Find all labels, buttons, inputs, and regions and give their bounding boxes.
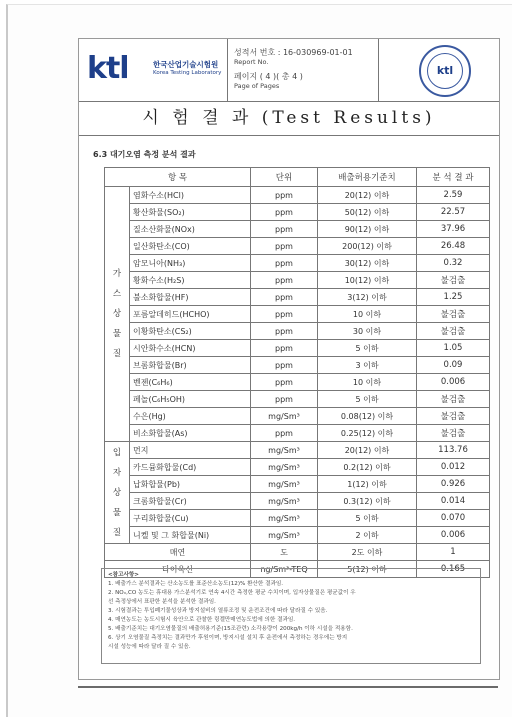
notes-lines xyxy=(108,580,474,652)
standard-cell: 20(12) 이하 xyxy=(318,187,417,204)
item-name: 비소화합물(As) xyxy=(130,425,251,442)
standard-cell: 3(12) 이하 xyxy=(318,289,417,306)
item-name: 카드뮴화합물(Cd) xyxy=(130,459,251,476)
unit-cell: ppm xyxy=(251,272,318,289)
table-row xyxy=(105,204,490,221)
note-line: 6. 상기 오염물질 측정치는 결과만가 후원이며, 방지시설 설치 후 운전에서 측정하는 경우에는 방지 xyxy=(108,635,348,641)
group-char: 상 xyxy=(112,309,122,319)
unit-cell: ng/Sm³-TEQ xyxy=(251,561,318,578)
unit-cell: ppm xyxy=(251,255,318,272)
group-label xyxy=(105,187,130,442)
report-no-label: 성적서 번호 : xyxy=(234,48,281,57)
note-line: 1. 배출가스 분석결과는 산소농도를 표준산소농도(12)% 환산한 결과임. xyxy=(108,581,284,587)
standard-cell: 5 이하 xyxy=(318,391,417,408)
group-char: 입 xyxy=(112,447,122,458)
unit-cell: 도 xyxy=(251,544,318,561)
group-char: 가 xyxy=(112,269,122,279)
result-cell: 0.014 xyxy=(417,493,490,510)
item-name: 브롬화합물(Br) xyxy=(130,357,251,374)
result-cell: 불검출 xyxy=(417,425,490,442)
table-row xyxy=(105,272,490,289)
unit-cell: ppm xyxy=(251,238,318,255)
page-title: 시 험 결 과 (Test Results) xyxy=(142,108,436,128)
group-label xyxy=(105,442,130,544)
result-cell: 1.25 xyxy=(417,289,490,306)
title-band xyxy=(79,101,499,136)
table-row xyxy=(105,408,490,425)
standard-cell: 5 이하 xyxy=(318,510,417,527)
standard-cell: 2도 이하 xyxy=(318,544,417,561)
result-cell: 불검출 xyxy=(417,408,490,425)
report-page xyxy=(78,38,500,680)
result-cell: 37.96 xyxy=(417,221,490,238)
standard-cell: 5(12) 이하 xyxy=(318,561,417,578)
item-name: 황화수소(H₂S) xyxy=(130,272,251,289)
unit-cell: ppm xyxy=(251,221,318,238)
results-table xyxy=(104,167,490,578)
table-row xyxy=(105,221,490,238)
table-row xyxy=(105,255,490,272)
item-name: 황산화물(SO₂) xyxy=(130,204,251,221)
item-name: 크롬화합물(Cr) xyxy=(130,493,251,510)
item-name: 납화합물(Pb) xyxy=(130,476,251,493)
notes-title: <참고사항> xyxy=(108,572,139,578)
standard-cell: 1(12) 이하 xyxy=(318,476,417,493)
item-name: 니켈 및 그 화합물(Ni) xyxy=(130,527,251,544)
unit-cell: ppm xyxy=(251,391,318,408)
item-name: 매연 xyxy=(105,544,251,561)
table-row xyxy=(105,238,490,255)
standard-cell: 10 이하 xyxy=(318,374,417,391)
item-name: 일산화탄소(CO) xyxy=(130,238,251,255)
ktl-seal-icon xyxy=(419,45,471,97)
table-row xyxy=(105,187,490,204)
item-name: 이황화탄소(CS₂) xyxy=(130,323,251,340)
table-row xyxy=(105,527,490,544)
table-row xyxy=(105,374,490,391)
header-standard: 배출허용기준치 xyxy=(318,168,417,187)
group-char: 상 xyxy=(112,487,122,498)
unit-cell: mg/Sm³ xyxy=(251,476,318,493)
standard-cell: 5 이하 xyxy=(318,340,417,357)
item-name: 시안화수소(HCN) xyxy=(130,340,251,357)
result-cell: 26.48 xyxy=(417,238,490,255)
result-cell: 0.070 xyxy=(417,510,490,527)
table-row xyxy=(105,442,490,459)
logo-area xyxy=(79,39,228,101)
group-char: 물 xyxy=(112,329,122,339)
header-result: 분 석 결 과 xyxy=(417,168,490,187)
standard-cell: 200(12) 이하 xyxy=(318,238,417,255)
unit-cell: ppm xyxy=(251,187,318,204)
note-line: 4. 매연농도는 농도시험시 육안으로 관찰한 링겔만매연농도법에 의한 결과임. xyxy=(108,617,296,623)
unit-cell: ppm xyxy=(251,340,318,357)
report-header xyxy=(79,39,499,102)
table-header-row xyxy=(105,168,490,187)
note-line: 5. 배출기준치는 대기오염물질의 배출허용기준(15조관련) 소각용량이 200kg/h 이하 시설을 적용함. xyxy=(108,626,353,632)
result-cell: 0.012 xyxy=(417,459,490,476)
group-char: 스 xyxy=(112,289,122,299)
unit-cell: mg/Sm³ xyxy=(251,408,318,425)
table-body xyxy=(105,187,490,578)
org-name-en: Korea Testing Laboratory xyxy=(153,70,222,76)
result-cell: 불검출 xyxy=(417,391,490,408)
report-no-en: Report No. xyxy=(234,58,269,66)
standard-cell: 90(12) 이하 xyxy=(318,221,417,238)
group-char: 질 xyxy=(112,527,122,538)
note-line: 3. 시험결과는 투입폐기물성상과 방지설비의 열류조정 및 운전조건에 따라 달라질 수 있음. xyxy=(108,608,328,614)
standard-cell: 0.08(12) 이하 xyxy=(318,408,417,425)
table-row xyxy=(105,459,490,476)
item-name: 수은(Hg) xyxy=(130,408,251,425)
unit-cell: ppm xyxy=(251,204,318,221)
table-row xyxy=(105,391,490,408)
unit-cell: ppm xyxy=(251,374,318,391)
group-char: 물 xyxy=(112,507,122,518)
header-item: 항 목 xyxy=(105,168,251,187)
unit-cell: mg/Sm³ xyxy=(251,510,318,527)
standard-cell: 0.25(12) 이하 xyxy=(318,425,417,442)
standard-cell: 20(12) 이하 xyxy=(318,442,417,459)
table-row xyxy=(105,323,490,340)
result-cell: 1.05 xyxy=(417,340,490,357)
table-row xyxy=(105,493,490,510)
table-row xyxy=(105,357,490,374)
note-line: 선 측정상에서 표판한 분석을 분석한 결과임. xyxy=(108,599,216,605)
table-row xyxy=(105,289,490,306)
item-name: 염화수소(HCl) xyxy=(130,187,251,204)
seal-text: ktl xyxy=(427,53,463,89)
standard-cell: 30(12) 이하 xyxy=(318,255,417,272)
table-row xyxy=(105,510,490,527)
report-info xyxy=(228,39,379,101)
note-line: 2. NOₓ,CO 농도는 휴대용 가스분석기로 연속 4시간 측정한 평균 수치이며, 입자상물질은 평균값이 우 xyxy=(108,590,356,596)
item-name: 질소산화물(NOx) xyxy=(130,221,251,238)
unit-cell: ppm xyxy=(251,425,318,442)
section-heading: 6.3 대기오염 측정 분석 결과 xyxy=(93,150,196,159)
header-unit: 단위 xyxy=(251,168,318,187)
result-cell: 0.09 xyxy=(417,357,490,374)
result-cell: 1 xyxy=(417,544,490,561)
page-label: 페이지 ( 4 )( 총 4 ) xyxy=(234,72,303,81)
notes-box xyxy=(101,568,481,664)
result-cell: 0.926 xyxy=(417,476,490,493)
result-cell: 0.32 xyxy=(417,255,490,272)
result-cell: 0.006 xyxy=(417,374,490,391)
standard-cell: 3 이하 xyxy=(318,357,417,374)
note-line: 시설 성능에 따라 달라 질 수 있음. xyxy=(108,644,191,650)
result-cell: 0.165 xyxy=(417,561,490,578)
standard-cell: 0.3(12) 이하 xyxy=(318,493,417,510)
standard-cell: 10(12) 이하 xyxy=(318,272,417,289)
report-no: 16-030969-01-01 xyxy=(282,48,353,57)
result-cell: 불검출 xyxy=(417,272,490,289)
unit-cell: ppm xyxy=(251,289,318,306)
standard-cell: 10 이하 xyxy=(318,306,417,323)
item-name: 암모니아(NH₃) xyxy=(130,255,251,272)
org-name: 한국산업기술시험원 xyxy=(153,60,219,69)
table-row xyxy=(105,425,490,442)
unit-cell: ppm xyxy=(251,323,318,340)
item-name: 먼지 xyxy=(130,442,251,459)
result-cell: 113.76 xyxy=(417,442,490,459)
standard-cell: 50(12) 이하 xyxy=(318,204,417,221)
unit-cell: mg/Sm³ xyxy=(251,493,318,510)
standard-cell: 30 이하 xyxy=(318,323,417,340)
standard-cell: 2 이하 xyxy=(318,527,417,544)
item-name: 다이옥신 xyxy=(105,561,251,578)
result-cell: 2.59 xyxy=(417,187,490,204)
item-name: 불소화합물(HF) xyxy=(130,289,251,306)
item-name: 페놀(C₆H₅OH) xyxy=(130,391,251,408)
item-name: 구리화합물(Cu) xyxy=(130,510,251,527)
ktl-logo: ktl xyxy=(87,51,129,86)
result-cell: 0.006 xyxy=(417,527,490,544)
group-char: 자 xyxy=(112,467,122,478)
item-name: 벤젠(C₆H₆) xyxy=(130,374,251,391)
bottom-rule xyxy=(78,686,498,688)
table-row xyxy=(105,544,490,561)
result-cell: 불검출 xyxy=(417,323,490,340)
table-row xyxy=(105,340,490,357)
group-char: 질 xyxy=(112,349,122,359)
unit-cell: mg/Sm³ xyxy=(251,459,318,476)
seal-area xyxy=(379,39,499,101)
standard-cell: 0.2(12) 이하 xyxy=(318,459,417,476)
result-cell: 불검출 xyxy=(417,306,490,323)
unit-cell: ppm xyxy=(251,357,318,374)
table-row xyxy=(105,306,490,323)
item-name: 포름알데히드(HCHO) xyxy=(130,306,251,323)
unit-cell: ppm xyxy=(251,306,318,323)
page-en: Page of Pages xyxy=(234,82,280,90)
unit-cell: mg/Sm³ xyxy=(251,527,318,544)
result-cell: 22.57 xyxy=(417,204,490,221)
table-row xyxy=(105,476,490,493)
unit-cell: mg/Sm³ xyxy=(251,442,318,459)
